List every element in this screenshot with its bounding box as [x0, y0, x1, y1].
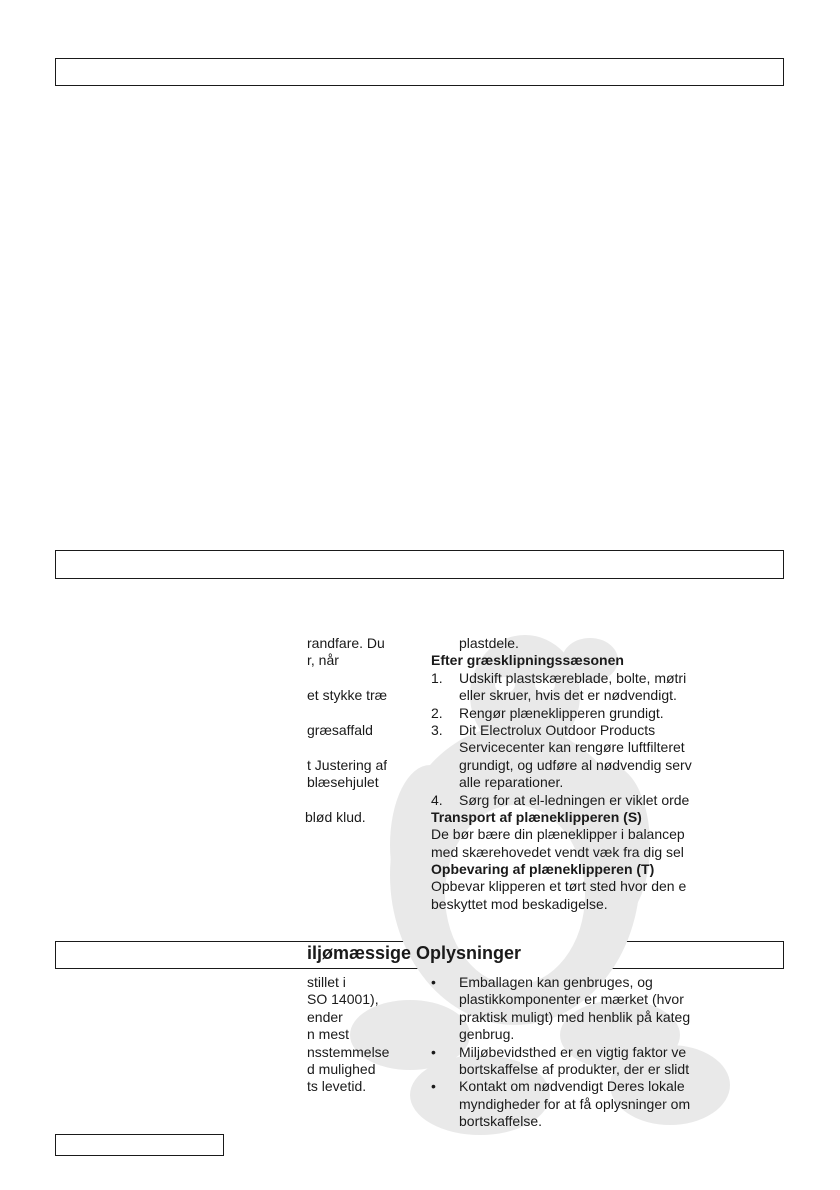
list-number: 2. [431, 704, 443, 721]
maintenance-right-column [431, 635, 731, 913]
text-fragment: randfare. Du [307, 635, 385, 651]
bullet-icon: • [431, 1043, 436, 1060]
text-fragment: t Justering af [307, 756, 388, 773]
text-fragment: n mest [307, 1026, 350, 1043]
bullet-text: Miljøbevidsthed er en vigtig faktor ve [459, 1043, 687, 1060]
list-text: Servicecenter kan rengøre luftfilteret [459, 739, 685, 756]
text-fragment: SO 14001), [307, 991, 379, 1008]
transport-heading: Transport af plæneklipperen (S) [431, 808, 642, 825]
text-line: beskyttet mod beskadigelse. [431, 895, 608, 912]
footer-box [55, 1134, 224, 1156]
text-fragment: blæsehjulet [307, 774, 379, 791]
environment-left-fragments [307, 974, 389, 1096]
list-item [431, 722, 731, 739]
bullet-item [431, 974, 731, 991]
text-fragment: stillet i [307, 974, 346, 990]
text-fragment: d mulighed [307, 1060, 376, 1077]
list-text: Dit Electrolux Outdoor Products [459, 721, 656, 738]
list-number: 3. [431, 721, 443, 738]
text-fragment: græsaffald [307, 721, 373, 738]
list-item [431, 670, 731, 687]
list-number: 4. [431, 791, 443, 808]
bullet-text: Kontakt om nødvendigt Deres lokale [459, 1078, 685, 1095]
bullet-item [431, 1044, 731, 1061]
maintenance-left-fragments [307, 635, 387, 826]
bullet-text: bortskaffelse af produkter, der er slidt [459, 1060, 690, 1077]
list-text: Rengør plæneklipperen grundigt. [459, 704, 664, 721]
text-fragment: blød klud. [305, 808, 366, 825]
text-fragment [307, 705, 387, 722]
storage-heading: Opbevaring af plæneklipperen (T) [431, 861, 655, 878]
list-text: eller skruer, hvis det er nødvendigt. [459, 687, 677, 704]
list-text: alle reparationer. [459, 774, 564, 791]
bullet-icon: • [431, 1078, 436, 1095]
season-heading: Efter græsklipningssæsonen [431, 652, 624, 669]
bullet-item [431, 1078, 731, 1095]
list-item [431, 705, 731, 722]
list-text: grundigt, og udføre al nødvendig serv [459, 756, 692, 773]
list-item [431, 792, 731, 809]
bullet-text: genbrug. [459, 1026, 515, 1043]
environment-right-column [431, 974, 731, 1131]
bullet-text: bortskaffelse. [459, 1113, 543, 1130]
text-fragment: nsstemmelse [307, 1043, 390, 1060]
bullet-icon: • [431, 974, 436, 990]
list-text: Sørg for at el-ledningen er viklet orde [459, 791, 690, 808]
bullet-text: Emballagen kan genbruges, og [459, 974, 653, 990]
text-fragment: ender [307, 1008, 343, 1025]
text-line: med skærehovedet vendt væk fra dig sel [431, 843, 684, 860]
environment-heading: iljømæssige Oplysninger [307, 943, 522, 963]
bullet-text: myndigheder for at få oplysninger om [459, 1095, 691, 1112]
text-line: Opbevar klipperen et tørt sted hvor den e [431, 878, 687, 895]
top-header-box [55, 58, 784, 86]
text-line: plastdele. [459, 635, 519, 651]
text-fragment: r, når [307, 652, 339, 669]
text-fragment: et stykke træ [307, 687, 388, 704]
text-fragment [307, 670, 387, 687]
text-fragment: ts levetid. [307, 1078, 367, 1095]
bullet-text: plastikkomponenter er mærket (hvor [459, 991, 684, 1008]
text-fragment [307, 792, 387, 809]
bullet-text: praktisk muligt) med henblik på kateg [459, 1008, 691, 1025]
text-fragment [307, 739, 387, 756]
list-number: 1. [431, 669, 443, 686]
text-line: De bør bære din plæneklipper i balancep [431, 826, 685, 843]
list-text: Udskift plastskæreblade, bolte, møtri [459, 669, 687, 686]
middle-header-box [55, 550, 784, 579]
